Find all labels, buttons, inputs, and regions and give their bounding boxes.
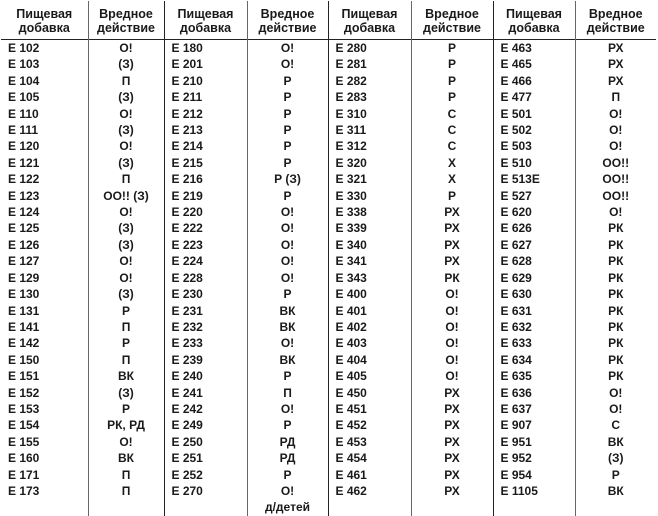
additive-code-cell: Е 219: [164, 188, 247, 204]
additive-code-cell: Е 224: [164, 253, 247, 269]
additive-code-cell: Е 233: [164, 335, 247, 351]
harm-effect-cell: О!: [411, 352, 493, 368]
harm-effect-cell: РХ: [411, 220, 493, 236]
harm-effect-cell: О!: [247, 237, 328, 253]
additive-code-cell: Е 477: [493, 89, 575, 105]
additive-code-cell: Е 171: [8, 467, 40, 482]
additive-code-cell: Е 129: [8, 270, 40, 285]
additive-code-cell: Е 634: [493, 352, 575, 368]
additive-code-cell: Е 130: [8, 287, 40, 302]
harm-effect-cell: Р: [247, 122, 328, 138]
harm-effect-cell: О!: [247, 253, 328, 269]
additive-header-line: добавка: [343, 20, 396, 35]
additive-code-cell: Е 220: [164, 204, 247, 220]
harm-effect-cell: П: [88, 171, 164, 187]
additive-code-cell: Е 629: [493, 270, 575, 286]
additive-code-cell: Е 250: [164, 434, 247, 450]
table-row: [1, 188, 656, 204]
table-row: [1, 434, 656, 450]
additive-code-cell: Е 201: [164, 56, 247, 72]
additive-code-cell: Е 1105: [493, 483, 575, 499]
harm-effect-cell: О!: [575, 122, 656, 138]
additive-code-cell: [1, 499, 88, 515]
additive-code-cell: Е 341: [328, 253, 411, 269]
additive-code-cell: Е 628: [493, 253, 575, 269]
additive-code-cell: Е 242: [164, 401, 247, 417]
harm-effect-cell: Р: [247, 417, 328, 433]
additive-code-cell: Е 620: [493, 204, 575, 220]
harm-effect-cell: РХ: [575, 40, 656, 57]
harm-effect-cell: ВК: [247, 352, 328, 368]
additive-code-cell: Е 527: [493, 188, 575, 204]
additive-code-cell: Е 632: [493, 319, 575, 335]
additive-code-cell: Е 311: [328, 122, 411, 138]
header-row: [1, 1, 656, 40]
additive-code-cell: Е 907: [493, 417, 575, 433]
additives-table-sheet: [1, 1, 656, 515]
additive-code-cell: Е 503: [493, 138, 575, 154]
harm-effect-cell: РК: [575, 286, 656, 302]
harm-effect-cell: Х: [411, 171, 493, 187]
additive-code-cell: Е 281: [328, 56, 411, 72]
additive-code-cell: Е 228: [164, 270, 247, 286]
additive-header: [1, 1, 88, 40]
additive-code-cell: Е 110: [8, 106, 39, 121]
harm-effect-cell: РК: [575, 352, 656, 368]
harm-effect-cell: РХ: [411, 253, 493, 269]
additive-code-cell: Е 152: [8, 385, 40, 400]
additive-code-cell: Е 142: [8, 336, 40, 351]
harm-header-line: Вредное: [99, 6, 153, 21]
harm-effect-cell: РК: [575, 335, 656, 351]
harm-effect-cell: О!: [575, 401, 656, 417]
additive-code-cell: Е 240: [164, 368, 247, 384]
additive-code-cell: Е 210: [164, 73, 247, 89]
harm-effect-cell: Р: [88, 401, 164, 417]
harm-effect-cell: О!: [88, 270, 164, 286]
harm-effect-cell: РК: [575, 319, 656, 335]
additive-code-cell: Е 502: [493, 122, 575, 138]
additive-code-cell: Е 122: [8, 172, 40, 187]
harm-effect-cell: Р: [411, 89, 493, 105]
additive-code-cell: Е 636: [493, 385, 575, 401]
additive-code-cell: Е 951: [493, 434, 575, 450]
additive-code-cell: Е 510: [493, 155, 575, 171]
harm-header: [88, 1, 164, 40]
harm-effect-cell: П: [88, 483, 164, 499]
harm-effect-cell: ОО!! (З): [88, 188, 164, 204]
harm-effect-cell: РК: [575, 303, 656, 319]
harm-effect-cell: ОО!!: [575, 155, 656, 171]
table-body: [1, 40, 656, 516]
additive-code-cell: Е 630: [493, 286, 575, 302]
harm-header-line: Вредное: [588, 6, 643, 21]
harm-effect-cell: О!: [575, 385, 656, 401]
additive-code-cell: Е 105: [8, 90, 40, 105]
harm-effect-cell: [575, 499, 656, 515]
harm-effect-cell: П: [88, 73, 164, 89]
additive-header-line: Пищевая: [16, 6, 73, 21]
additive-code-cell: Е 155: [8, 434, 40, 449]
harm-effect-cell: О!: [411, 303, 493, 319]
harm-effect-cell: Р: [247, 368, 328, 384]
table-row: [1, 319, 656, 335]
harm-effect-cell: (З): [88, 286, 164, 302]
harm-effect-cell: РХ: [575, 56, 656, 72]
harm-header-line: Вредное: [260, 6, 315, 21]
harm-header-line: действие: [423, 20, 481, 35]
harm-effect-cell: (З): [88, 56, 164, 72]
additive-header-line: добавка: [18, 20, 70, 35]
harm-effect-cell: РК: [575, 270, 656, 286]
table-row: [1, 368, 656, 384]
table-row: [1, 40, 656, 57]
additive-code-cell: Е 403: [328, 335, 411, 351]
harm-effect-cell: Р: [247, 89, 328, 105]
additive-code-cell: Е 214: [164, 138, 247, 154]
additive-code-cell: Е 954: [493, 467, 575, 483]
additive-code-cell: Е 466: [493, 73, 575, 89]
additive-code-cell: Е 150: [8, 352, 40, 367]
additive-header-line: добавка: [508, 20, 560, 35]
harm-effect-cell: Р: [247, 155, 328, 171]
additive-code-cell: Е 402: [328, 319, 411, 335]
harm-effect-cell: РК: [575, 220, 656, 236]
additive-header-line: добавка: [179, 20, 232, 35]
harm-effect-cell: Р: [247, 73, 328, 89]
harm-effect-cell: РК: [575, 237, 656, 253]
additive-code-cell: Е 104: [8, 73, 40, 88]
additive-code-cell: Е 127: [8, 254, 40, 269]
harm-effect-cell: (З): [88, 220, 164, 236]
additive-code-cell: Е 241: [164, 385, 247, 401]
additive-code-cell: Е 215: [164, 155, 247, 171]
harm-effect-cell: РХ: [411, 237, 493, 253]
additive-code-cell: Е 251: [164, 450, 247, 466]
harm-effect-cell: Р: [411, 188, 493, 204]
additive-code-cell: Е 637: [493, 401, 575, 417]
additive-code-cell: Е 340: [328, 237, 411, 253]
additive-code-cell: Е 283: [328, 89, 411, 105]
harm-header-line: Вредное: [425, 6, 479, 21]
harm-effect-cell: РД: [247, 434, 328, 450]
additive-code-cell: Е 120: [8, 139, 40, 154]
additive-code-cell: Е 103: [8, 57, 40, 72]
harm-effect-cell: О!: [247, 40, 328, 57]
harm-effect-cell: (З): [88, 122, 164, 138]
additive-code-cell: Е 126: [8, 237, 40, 252]
additive-code-cell: Е 310: [328, 106, 411, 122]
harm-effect-cell: ВК: [247, 303, 328, 319]
additive-code-cell: Е 631: [493, 303, 575, 319]
table-row: [1, 270, 656, 286]
additive-code-cell: Е 405: [328, 368, 411, 384]
additive-code-cell: Е 463: [493, 40, 575, 57]
harm-effect-cell: Р: [411, 56, 493, 72]
harm-effect-cell: О!: [575, 204, 656, 220]
harm-effect-cell: Р: [247, 467, 328, 483]
additive-code-cell: Е 222: [164, 220, 247, 236]
additive-code-cell: Е 211: [164, 89, 247, 105]
harm-effect-cell: [411, 499, 493, 515]
harm-effect-cell: РК: [411, 270, 493, 286]
table-row: [1, 352, 656, 368]
additive-code-cell: Е 338: [328, 204, 411, 220]
harm-effect-cell: РХ: [411, 204, 493, 220]
additive-code-cell: Е 151: [8, 369, 40, 384]
table-row: [1, 303, 656, 319]
table-row: [1, 401, 656, 417]
table-row: [1, 335, 656, 351]
harm-effect-cell: О!: [411, 368, 493, 384]
harm-effect-cell: (З): [575, 450, 656, 466]
table-row: [1, 73, 656, 89]
additive-code-cell: Е 633: [493, 335, 575, 351]
table-row: [1, 155, 656, 171]
harm-header: [247, 1, 328, 40]
table-row: [1, 220, 656, 236]
harm-effect-cell: П: [88, 319, 164, 335]
harm-effect-cell: РХ: [411, 467, 493, 483]
harm-header-line: действие: [258, 20, 317, 35]
table-row: [1, 106, 656, 122]
harm-effect-cell: П: [88, 467, 164, 483]
additive-code-cell: Е 312: [328, 138, 411, 154]
additive-header-line: Пищевая: [506, 6, 562, 21]
additive-code-cell: Е 339: [328, 220, 411, 236]
additive-code-cell: Е 450: [328, 385, 411, 401]
additive-header-line: Пищевая: [177, 6, 234, 21]
harm-effect-cell: ВК: [88, 368, 164, 384]
additive-code-cell: Е 404: [328, 352, 411, 368]
harm-effect-cell: Р: [247, 286, 328, 302]
additive-code-cell: Е 121: [8, 155, 40, 170]
harm-effect-cell: РК: [575, 253, 656, 269]
harm-effect-cell: РХ: [411, 450, 493, 466]
additive-code-cell: Е 213: [164, 122, 247, 138]
harm-effect-cell: РК: [575, 368, 656, 384]
additive-header: [164, 1, 247, 40]
additive-code-cell: Е 282: [328, 73, 411, 89]
additive-code-cell: Е 270: [164, 483, 247, 499]
harm-effect-cell: С: [411, 138, 493, 154]
additive-code-cell: Е 330: [328, 188, 411, 204]
harm-effect-cell: ВК: [247, 319, 328, 335]
harm-effect-cell: Р: [247, 138, 328, 154]
table-row: [1, 237, 656, 253]
harm-effect-cell: О!: [411, 319, 493, 335]
additive-code-cell: Е 513Е: [493, 171, 575, 187]
harm-effect-cell: О!: [88, 40, 164, 57]
harm-effect-cell: (З): [88, 385, 164, 401]
additive-code-cell: Е 451: [328, 401, 411, 417]
harm-effect-cell: Р: [411, 40, 493, 57]
additive-code-cell: Е 111: [8, 123, 39, 138]
additive-code-cell: Е 452: [328, 417, 411, 433]
harm-effect-cell: ВК: [88, 450, 164, 466]
harm-effect-cell: РХ: [411, 417, 493, 433]
harm-effect-cell: Р: [575, 467, 656, 483]
harm-effect-cell: О!: [575, 138, 656, 154]
table-row: [1, 138, 656, 154]
additive-code-cell: Е 212: [164, 106, 247, 122]
harm-effect-cell: С: [411, 106, 493, 122]
table-row: [1, 56, 656, 72]
table-row: [1, 483, 656, 499]
harm-effect-cell: О!: [247, 335, 328, 351]
additive-code-cell: Е 453: [328, 434, 411, 450]
additive-header: [328, 1, 411, 40]
harm-effect-cell: О!: [247, 220, 328, 236]
additive-code-cell: Е 141: [8, 319, 40, 334]
additive-code-cell: Е 102: [8, 41, 40, 55]
table-row: [1, 89, 656, 105]
harm-effect-cell: О!: [247, 56, 328, 72]
harm-effect-cell: ОО!!: [575, 188, 656, 204]
additive-code-cell: Е 501: [493, 106, 575, 122]
harm-header: [411, 1, 493, 40]
additive-code-cell: Е 124: [8, 205, 40, 220]
additive-code-cell: Е 154: [8, 418, 40, 433]
harm-effect-cell: д/детей: [247, 499, 328, 515]
harm-effect-cell: О!: [247, 204, 328, 220]
harm-effect-cell: С: [575, 417, 656, 433]
additive-code-cell: Е 626: [493, 220, 575, 236]
table-row: [1, 450, 656, 466]
additive-code-cell: Е 131: [8, 303, 40, 318]
additive-code-cell: Е 239: [164, 352, 247, 368]
harm-header-line: действие: [97, 20, 155, 35]
harm-effect-cell: РХ: [411, 401, 493, 417]
harm-effect-cell: О!: [88, 253, 164, 269]
additive-code-cell: [164, 499, 247, 515]
harm-effect-cell: О!: [247, 270, 328, 286]
additive-code-cell: Е 232: [164, 319, 247, 335]
harm-effect-cell: РХ: [411, 385, 493, 401]
additive-code-cell: Е 401: [328, 303, 411, 319]
additive-code-cell: Е 123: [8, 188, 40, 203]
table-row: [1, 122, 656, 138]
harm-effect-cell: ОО!!: [575, 171, 656, 187]
harm-effect-cell: О!: [411, 286, 493, 302]
harm-effect-cell: О!: [247, 401, 328, 417]
harm-effect-cell: [88, 499, 164, 515]
additive-code-cell: Е 160: [8, 451, 40, 466]
additive-code-cell: [328, 499, 411, 515]
harm-effect-cell: О!: [88, 138, 164, 154]
additive-code-cell: Е 223: [164, 237, 247, 253]
food-additives-table: [1, 1, 656, 516]
harm-effect-cell: РХ: [411, 483, 493, 499]
additive-code-cell: Е 454: [328, 450, 411, 466]
table-row: [1, 417, 656, 433]
additive-code-cell: Е 320: [328, 155, 411, 171]
additive-code-cell: Е 461: [328, 467, 411, 483]
additive-code-cell: Е 153: [8, 401, 40, 416]
additive-code-cell: Е 252: [164, 467, 247, 483]
additive-code-cell: Е 400: [328, 286, 411, 302]
additive-code-cell: Е 280: [328, 40, 411, 57]
harm-effect-cell: Р: [247, 188, 328, 204]
table-row: [1, 171, 656, 187]
harm-effect-cell: П: [247, 385, 328, 401]
additive-code-cell: Е 462: [328, 483, 411, 499]
harm-effect-cell: Р: [411, 73, 493, 89]
table-row: [1, 499, 656, 515]
additive-code-cell: Е 125: [8, 221, 40, 236]
harm-effect-cell: П: [575, 89, 656, 105]
harm-effect-cell: (З): [88, 89, 164, 105]
harm-header-line: действие: [586, 20, 645, 35]
harm-effect-cell: Х: [411, 155, 493, 171]
harm-effect-cell: РД: [247, 450, 328, 466]
table-row: [1, 253, 656, 269]
harm-effect-cell: ВК: [575, 434, 656, 450]
harm-effect-cell: РХ: [575, 73, 656, 89]
table-row: [1, 204, 656, 220]
harm-effect-cell: О!: [247, 483, 328, 499]
additive-code-cell: Е 627: [493, 237, 575, 253]
harm-effect-cell: РК, РД: [88, 417, 164, 433]
harm-effect-cell: ВК: [575, 483, 656, 499]
additive-code-cell: Е 231: [164, 303, 247, 319]
harm-effect-cell: РХ: [411, 434, 493, 450]
additive-code-cell: Е 952: [493, 450, 575, 466]
harm-header: [575, 1, 656, 40]
additive-header: [493, 1, 575, 40]
harm-effect-cell: О!: [88, 204, 164, 220]
additive-code-cell: Е 230: [164, 286, 247, 302]
harm-effect-cell: О!: [88, 106, 164, 122]
harm-effect-cell: С: [411, 122, 493, 138]
additive-code-cell: Е 180: [164, 40, 247, 57]
additive-code-cell: Е 173: [8, 483, 40, 498]
additive-code-cell: Е 635: [493, 368, 575, 384]
harm-effect-cell: Р: [247, 106, 328, 122]
harm-effect-cell: О!: [88, 434, 164, 450]
additive-code-cell: [493, 499, 575, 515]
table-row: [1, 385, 656, 401]
additive-code-cell: Е 343: [328, 270, 411, 286]
additive-code-cell: Е 321: [328, 171, 411, 187]
harm-effect-cell: Р (З): [247, 171, 328, 187]
table-row: [1, 467, 656, 483]
harm-effect-cell: О!: [575, 106, 656, 122]
harm-effect-cell: Р: [88, 303, 164, 319]
harm-effect-cell: Р: [88, 335, 164, 351]
harm-effect-cell: О!: [411, 335, 493, 351]
additive-header-line: Пищевая: [341, 6, 398, 21]
additive-code-cell: Е 216: [164, 171, 247, 187]
harm-effect-cell: (З): [88, 237, 164, 253]
harm-effect-cell: (З): [88, 155, 164, 171]
harm-effect-cell: П: [88, 352, 164, 368]
additive-code-cell: Е 249: [164, 417, 247, 433]
table-row: [1, 286, 656, 302]
additive-code-cell: Е 465: [493, 56, 575, 72]
